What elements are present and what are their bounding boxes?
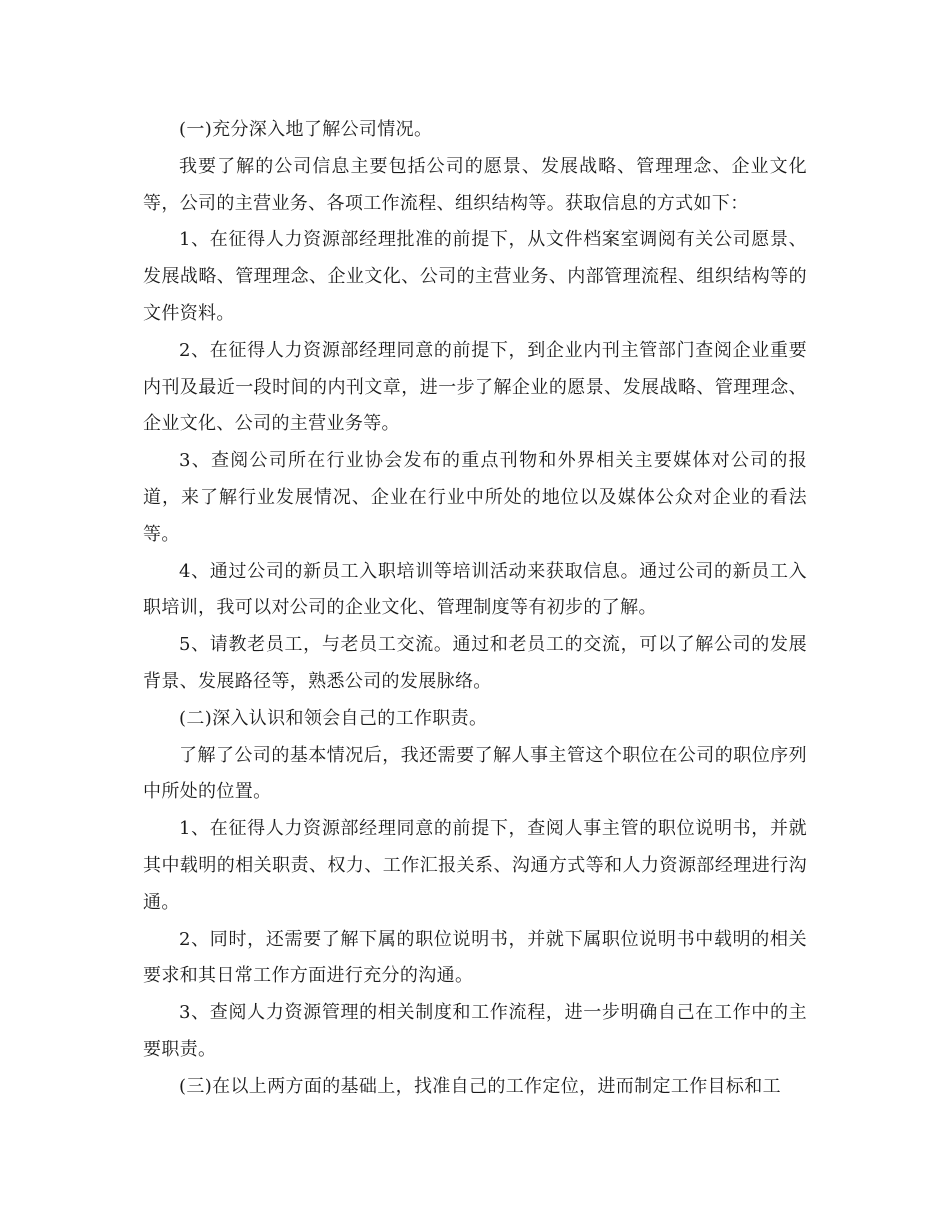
list-item-1: 1、在征得人力资源部经理同意的前提下，查阅人事主管的职位说明书，并就其中载明的相关职责、权力、工作汇报关系、沟通方式等和人力资源部经理进行沟通。 <box>143 818 807 913</box>
list-item-3: 3、查阅人力资源管理的相关制度和工作流程，进一步明确自己在工作中的主要职责。 <box>143 1002 807 1060</box>
section-heading-3: (三)在以上两方面的基础上，找准自己的工作定位，进而制定工作目标和工 <box>179 1075 781 1097</box>
paragraph-section-2: 了解了公司的基本情况后，我还需要了解人事主管这个职位在公司的职位序列中所处的位置。 <box>143 744 807 803</box>
list-item-1: 1、在征得人力资源部经理批准的前提下，从文件档案室调阅有关公司愿景、发展战略、管理理念、企业文化、公司的主营业务、内部管理流程、组织结构等的文件资料。 <box>143 229 807 324</box>
section-heading-2: (二)深入认识和领会自己的工作职责。 <box>179 707 488 729</box>
list-item-3: 3、查阅公司所在行业协会发布的重点刊物和外界相关主要媒体对公司的报道，来了解行业发展情况、企业在行业中所处的地位以及媒体公众对企业的看法等。 <box>143 450 807 545</box>
document-body <box>143 112 807 1106</box>
list-item-5: 5、请教老员工，与老员工交流。通过和老员工的交流，可以了解公司的发展背景、发展路径等，熟悉公司的发展脉络。 <box>143 634 807 692</box>
list-item-2: 2、同时，还需要了解下属的职位说明书，并就下属职位说明书中载明的相关要求和其日常工作方面进行充分的沟通。 <box>143 928 807 987</box>
section-heading-1: (一)充分深入地了解公司情况。 <box>179 119 433 140</box>
paragraph-intro: 我要了解的公司信息主要包括公司的愿景、发展战略、管理理念、企业文化等，公司的主营业务、各项工作流程、组织结构等。获取信息的方式如下： <box>143 155 807 214</box>
list-item-4: 4、通过公司的新员工入职培训等培训活动来获取信息。通过公司的新员工入职培训，我可以对公司的企业文化、管理制度等有初步的了解。 <box>143 560 807 619</box>
list-item-2: 2、在征得人力资源部经理同意的前提下，到企业内刊主管部门查阅企业重要内刊及最近一段时间的内刊文章，进一步了解企业的愿景、发展战略、管理理念、企业文化、公司的主营业务等。 <box>143 339 807 435</box>
